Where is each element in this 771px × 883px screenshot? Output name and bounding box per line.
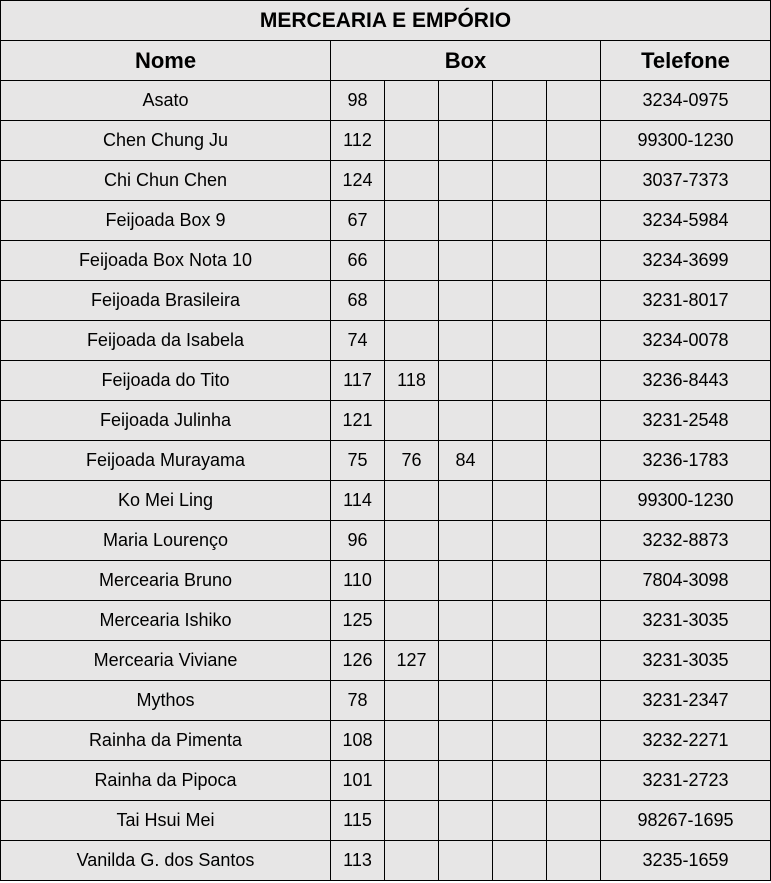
box-cell: [439, 481, 493, 521]
box-cell: [439, 801, 493, 841]
table-title: MERCEARIA E EMPÓRIO: [1, 1, 771, 41]
name-cell: Feijoada Brasileira: [1, 281, 331, 321]
box-cell: [547, 241, 601, 281]
name-cell: Feijoada Murayama: [1, 441, 331, 481]
box-cell: [547, 201, 601, 241]
phone-cell: 99300-1230: [601, 481, 771, 521]
box-cell: 118: [385, 361, 439, 401]
box-cell: [493, 241, 547, 281]
table-row: [1, 441, 771, 481]
box-cell: [493, 601, 547, 641]
name-cell: Asato: [1, 81, 331, 121]
box-cell: [547, 81, 601, 121]
box-cell: [493, 121, 547, 161]
box-cell: [493, 481, 547, 521]
table-row: [1, 481, 771, 521]
name-cell: Mercearia Bruno: [1, 561, 331, 601]
table-body: [1, 81, 771, 881]
box-cell: [439, 201, 493, 241]
box-cell: [547, 641, 601, 681]
phone-cell: 3236-8443: [601, 361, 771, 401]
box-cell: [439, 81, 493, 121]
box-cell: 66: [331, 241, 385, 281]
box-cell: [547, 121, 601, 161]
box-cell: 112: [331, 121, 385, 161]
phone-cell: 98267-1695: [601, 801, 771, 841]
phone-cell: 3231-2548: [601, 401, 771, 441]
name-cell: Chi Chun Chen: [1, 161, 331, 201]
phone-cell: 3231-2347: [601, 681, 771, 721]
table-row: [1, 321, 771, 361]
box-cell: 124: [331, 161, 385, 201]
box-cell: [547, 481, 601, 521]
box-cell: [439, 401, 493, 441]
box-cell: 121: [331, 401, 385, 441]
name-cell: Mercearia Ishiko: [1, 601, 331, 641]
box-cell: [547, 721, 601, 761]
box-cell: [493, 441, 547, 481]
box-cell: [547, 801, 601, 841]
table-row: [1, 561, 771, 601]
box-cell: [493, 361, 547, 401]
name-cell: Ko Mei Ling: [1, 481, 331, 521]
box-cell: [547, 401, 601, 441]
box-cell: [547, 761, 601, 801]
box-cell: [547, 521, 601, 561]
box-cell: [547, 601, 601, 641]
box-cell: 117: [331, 361, 385, 401]
phone-cell: 3231-3035: [601, 601, 771, 641]
box-cell: [385, 401, 439, 441]
name-cell: Feijoada Box Nota 10: [1, 241, 331, 281]
table-row: [1, 801, 771, 841]
table-row: [1, 241, 771, 281]
name-cell: Chen Chung Ju: [1, 121, 331, 161]
box-cell: 74: [331, 321, 385, 361]
name-column-header: Nome: [1, 41, 331, 81]
phone-cell: 3231-2723: [601, 761, 771, 801]
box-cell: [493, 201, 547, 241]
phone-cell: 3231-3035: [601, 641, 771, 681]
box-cell: [547, 561, 601, 601]
table-row: [1, 761, 771, 801]
box-cell: [439, 121, 493, 161]
box-cell: [439, 521, 493, 561]
box-cell: [439, 601, 493, 641]
phone-cell: 3236-1783: [601, 441, 771, 481]
box-cell: [493, 401, 547, 441]
box-cell: [385, 521, 439, 561]
box-cell: [385, 601, 439, 641]
box-cell: [439, 841, 493, 881]
phone-cell: 7804-3098: [601, 561, 771, 601]
box-cell: 110: [331, 561, 385, 601]
table-row: [1, 401, 771, 441]
box-cell: 108: [331, 721, 385, 761]
name-cell: Feijoada Julinha: [1, 401, 331, 441]
box-cell: [493, 281, 547, 321]
box-cell: [493, 801, 547, 841]
box-cell: [493, 721, 547, 761]
phone-cell: 3037-7373: [601, 161, 771, 201]
box-cell: [439, 561, 493, 601]
table-row: [1, 841, 771, 881]
box-cell: 126: [331, 641, 385, 681]
phone-cell: 3231-8017: [601, 281, 771, 321]
box-cell: [385, 241, 439, 281]
phone-cell: 3232-2271: [601, 721, 771, 761]
box-cell: [547, 681, 601, 721]
box-cell: [493, 761, 547, 801]
box-cell: [439, 761, 493, 801]
box-cell: [385, 321, 439, 361]
box-cell: [385, 81, 439, 121]
table-row: [1, 721, 771, 761]
box-cell: 68: [331, 281, 385, 321]
box-cell: [493, 521, 547, 561]
box-cell: [439, 721, 493, 761]
box-cell: [385, 801, 439, 841]
table-row: [1, 641, 771, 681]
box-column-header: Box: [331, 41, 601, 81]
box-cell: [547, 841, 601, 881]
box-cell: [493, 321, 547, 361]
box-cell: [439, 161, 493, 201]
name-cell: Mythos: [1, 681, 331, 721]
table-row: [1, 121, 771, 161]
box-cell: 127: [385, 641, 439, 681]
phone-cell: 3234-3699: [601, 241, 771, 281]
box-cell: 125: [331, 601, 385, 641]
box-cell: 67: [331, 201, 385, 241]
name-cell: Mercearia Viviane: [1, 641, 331, 681]
box-cell: [439, 641, 493, 681]
title-row: [1, 1, 771, 41]
box-cell: 84: [439, 441, 493, 481]
box-cell: 76: [385, 441, 439, 481]
box-cell: [547, 441, 601, 481]
box-cell: [385, 281, 439, 321]
box-cell: 115: [331, 801, 385, 841]
box-cell: [385, 721, 439, 761]
box-cell: [385, 841, 439, 881]
name-cell: Rainha da Pipoca: [1, 761, 331, 801]
box-cell: [547, 321, 601, 361]
box-cell: [385, 681, 439, 721]
box-cell: 114: [331, 481, 385, 521]
box-cell: [385, 201, 439, 241]
phone-cell: 3232-8873: [601, 521, 771, 561]
box-cell: [385, 121, 439, 161]
box-cell: [493, 81, 547, 121]
phone-cell: 99300-1230: [601, 121, 771, 161]
box-cell: [493, 841, 547, 881]
table-row: [1, 161, 771, 201]
phone-cell: 3234-0078: [601, 321, 771, 361]
phone-cell: 3235-1659: [601, 841, 771, 881]
header-row: [1, 41, 771, 81]
box-cell: [385, 561, 439, 601]
box-cell: [385, 761, 439, 801]
name-cell: Maria Lourenço: [1, 521, 331, 561]
phone-column-header: Telefone: [601, 41, 771, 81]
table-row: [1, 601, 771, 641]
box-cell: [493, 561, 547, 601]
box-cell: [385, 481, 439, 521]
table-row: [1, 681, 771, 721]
box-cell: [493, 681, 547, 721]
box-cell: [547, 361, 601, 401]
phone-cell: 3234-5984: [601, 201, 771, 241]
box-cell: 75: [331, 441, 385, 481]
box-cell: [547, 161, 601, 201]
name-cell: Rainha da Pimenta: [1, 721, 331, 761]
phone-cell: 3234-0975: [601, 81, 771, 121]
table-row: [1, 521, 771, 561]
box-cell: 98: [331, 81, 385, 121]
box-cell: [439, 681, 493, 721]
box-cell: [493, 161, 547, 201]
name-cell: Tai Hsui Mei: [1, 801, 331, 841]
box-cell: [547, 281, 601, 321]
box-cell: [439, 321, 493, 361]
name-cell: Feijoada Box 9: [1, 201, 331, 241]
box-cell: 96: [331, 521, 385, 561]
box-cell: 101: [331, 761, 385, 801]
box-cell: [439, 281, 493, 321]
name-cell: Feijoada da Isabela: [1, 321, 331, 361]
name-cell: Feijoada do Tito: [1, 361, 331, 401]
box-cell: [385, 161, 439, 201]
name-cell: Vanilda G. dos Santos: [1, 841, 331, 881]
table-row: [1, 361, 771, 401]
box-cell: 78: [331, 681, 385, 721]
table-row: [1, 281, 771, 321]
table-row: [1, 201, 771, 241]
box-cell: [439, 241, 493, 281]
table-row: [1, 81, 771, 121]
box-cell: 113: [331, 841, 385, 881]
box-cell: [493, 641, 547, 681]
box-cell: [439, 361, 493, 401]
